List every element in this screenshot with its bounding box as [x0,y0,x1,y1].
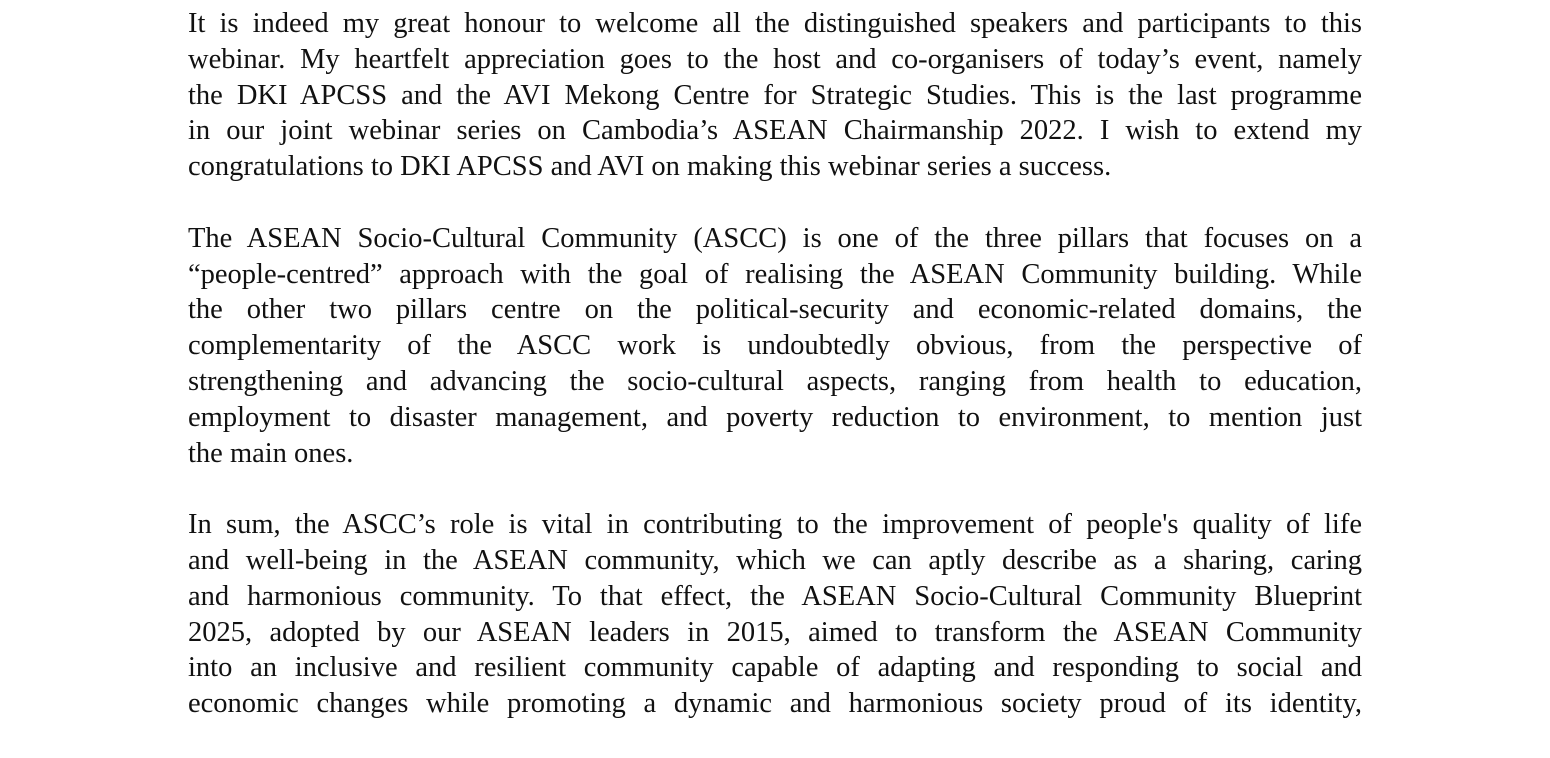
text-line: webinar. My heartfelt appreciation goes to the host and co-organisers of today’s event, namely [188,43,1362,75]
text-line: and harmonious community. To that effect, the ASEAN Socio-Cultural Community Blueprint [188,580,1362,612]
text-line: 2025, adopted by our ASEAN leaders in 2015, aimed to transform the ASEAN Community [188,616,1362,648]
text-line: strengthening and advancing the socio-cultural aspects, ranging from health to education, [188,365,1362,397]
text-line: employment to disaster management, and poverty reduction to environment, to mention just [188,401,1362,433]
text-line: the other two pillars centre on the political-security and economic-related domains, the [188,294,1362,326]
text-line: in our joint webinar series on Cambodia’s ASEAN Chairmanship 2022. I wish to extend my [188,115,1362,147]
text-line: congratulations to DKI APCSS and AVI on making this webinar series a success. [188,151,1112,183]
paragraph-ascc-role [188,507,1362,722]
text-line: into an inclusive and resilient community capable of adapting and responding to social and [188,652,1362,684]
text-line: It is indeed my great honour to welcome all the distinguished speakers and participants to this [188,8,1362,39]
document-page [188,6,1362,758]
text-line: In sum, the ASCC’s role is vital in contributing to the improvement of people's quality of life [188,509,1362,541]
text-line: The ASEAN Socio-Cultural Community (ASCC) is one of the three pillars that focuses on a [188,222,1362,254]
text-line: the DKI APCSS and the AVI Mekong Centre for Strategic Studies. This is the last programme [188,79,1362,111]
text-line: the main ones. [188,437,354,469]
text-line: economic changes while promoting a dynamic and harmonious society proud of its identity, [188,688,1362,720]
text-line: “people-centred” approach with the goal of realising the ASEAN Community building. While [188,258,1362,290]
text-line: and well-being in the ASEAN community, which we can aptly describe as a sharing, caring [188,544,1362,576]
text-line: complementarity of the ASCC work is undoubtedly obvious, from the perspective of [188,330,1362,362]
paragraph-ascc-overview [188,221,1362,472]
paragraph-welcome [188,6,1362,185]
